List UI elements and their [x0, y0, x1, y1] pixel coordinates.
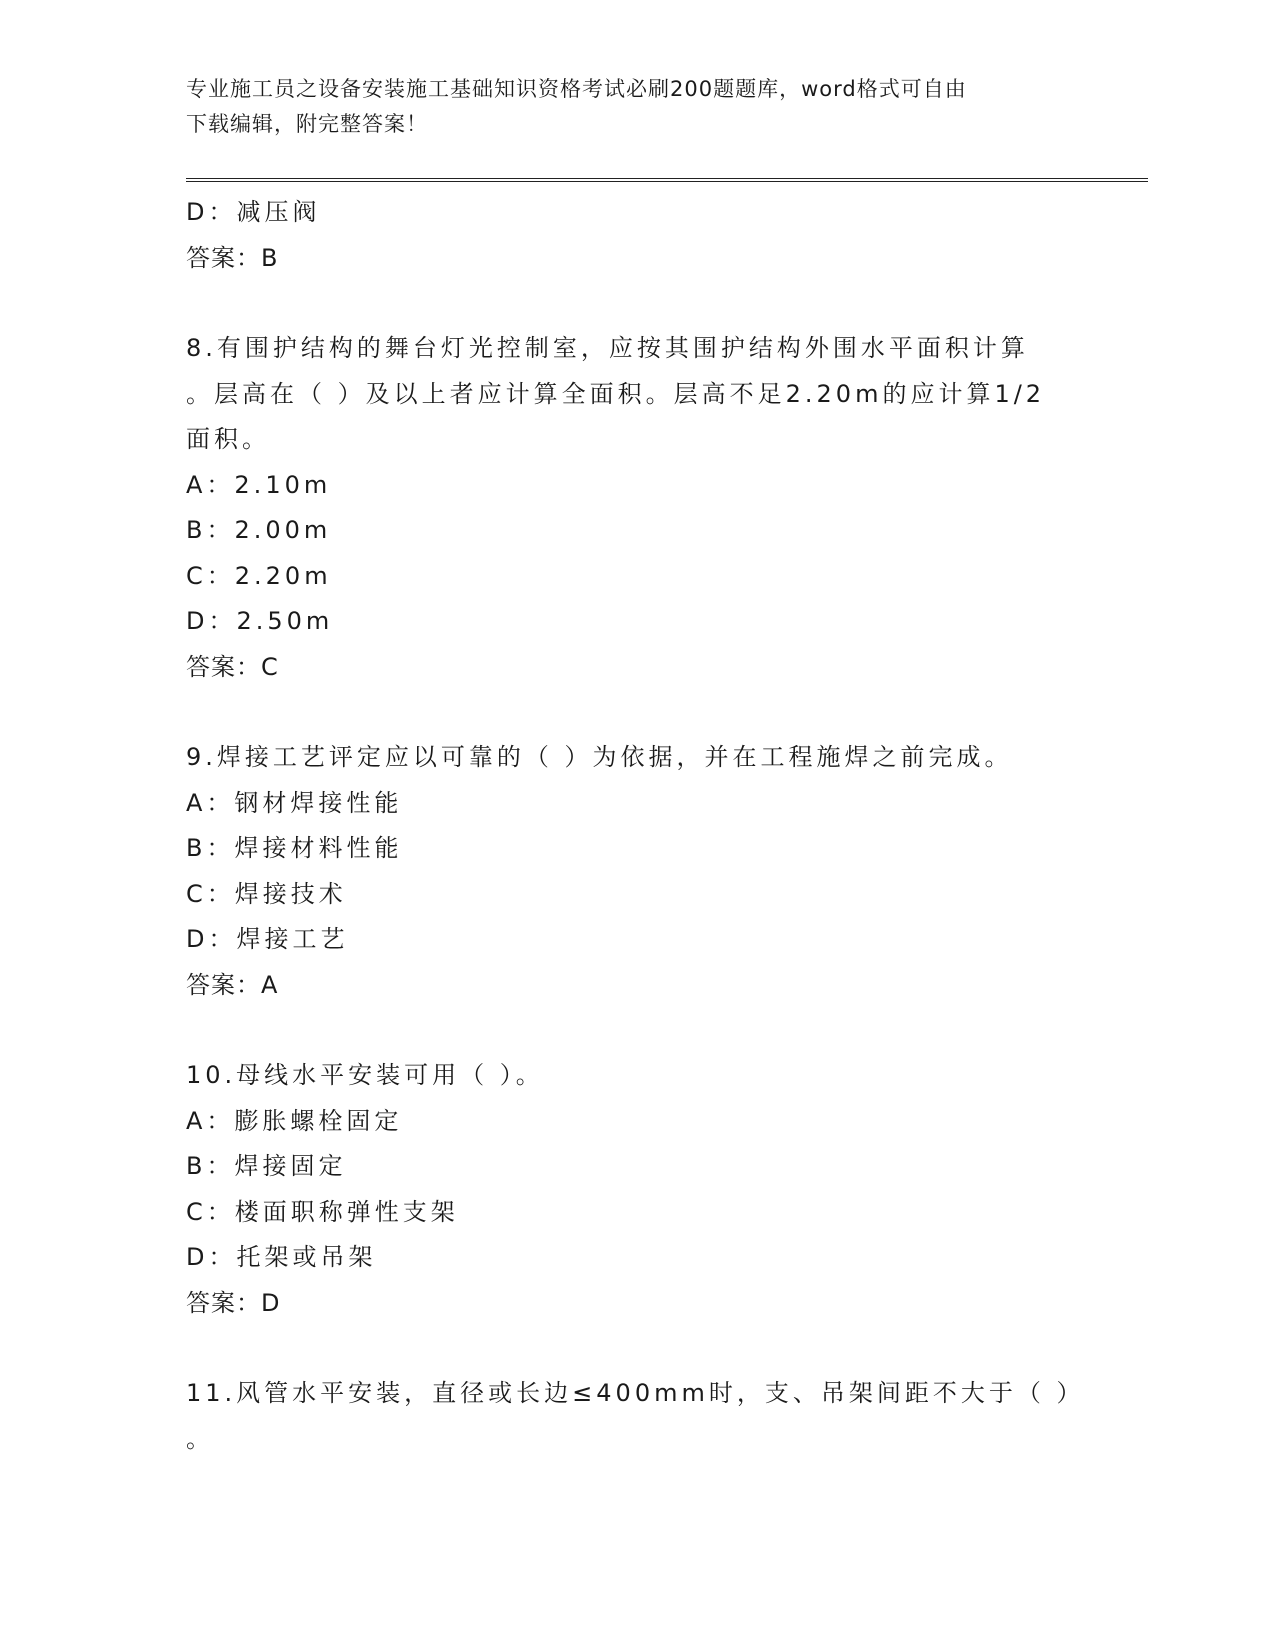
question-list [186, 190, 1086, 1462]
option-d: D：托架或吊架 [186, 1243, 377, 1271]
header-line-1: 专业施工员之设备安装施工基础知识资格考试必刷200题题库，word格式可自由 [186, 77, 967, 101]
answer-line: 答案：B [186, 243, 279, 272]
question-stem: 。 [186, 1424, 214, 1453]
question-10 [186, 1053, 1086, 1326]
header-divider [186, 178, 1148, 182]
question-11 [186, 1371, 1086, 1462]
question-8 [186, 326, 1086, 690]
option-b: B：焊接材料性能 [186, 834, 403, 862]
question-stem: 面积。 [186, 425, 270, 453]
option-b: B：焊接固定 [186, 1152, 347, 1180]
question-stem: 9.焊接工艺评定应以可靠的（ ）为依据，并在工程施焊之前完成。 [186, 743, 1013, 771]
question-stem: 。层高在（ ）及以上者应计算全面积。层高不足2.20m的应计算1/2 [186, 379, 1046, 408]
option-c: C：焊接技术 [186, 879, 347, 908]
option-d: D：减压阀 [186, 198, 321, 226]
option-b: B：2.00m [186, 516, 332, 544]
option-a: A：钢材焊接性能 [186, 788, 403, 817]
question-stem: 11.风管水平安装，直径或长边≤400mm时，支、吊架间距不大于（ ） [186, 1379, 1085, 1407]
option-d: D：焊接工艺 [186, 925, 349, 953]
document-header [186, 72, 1066, 142]
option-d: D：2.50m [186, 607, 334, 635]
question-9 [186, 735, 1086, 1008]
header-line-2: 下载编辑，附完整答案！ [186, 112, 428, 136]
option-a: A：膨胀螺栓固定 [186, 1106, 403, 1135]
question-stem: 10.母线水平安装可用（ ）。 [186, 1061, 544, 1089]
option-a: A：2.10m [186, 470, 332, 499]
option-c: C：楼面职称弹性支架 [186, 1197, 459, 1226]
answer-line: 答案：D [186, 1288, 281, 1317]
answer-line: 答案：C [186, 652, 279, 681]
option-c: C：2.20m [186, 561, 332, 590]
answer-line: 答案：A [186, 970, 279, 999]
question-stem: 8.有围护结构的舞台灯光控制室，应按其围护结构外围水平面积计算 [186, 334, 1029, 362]
